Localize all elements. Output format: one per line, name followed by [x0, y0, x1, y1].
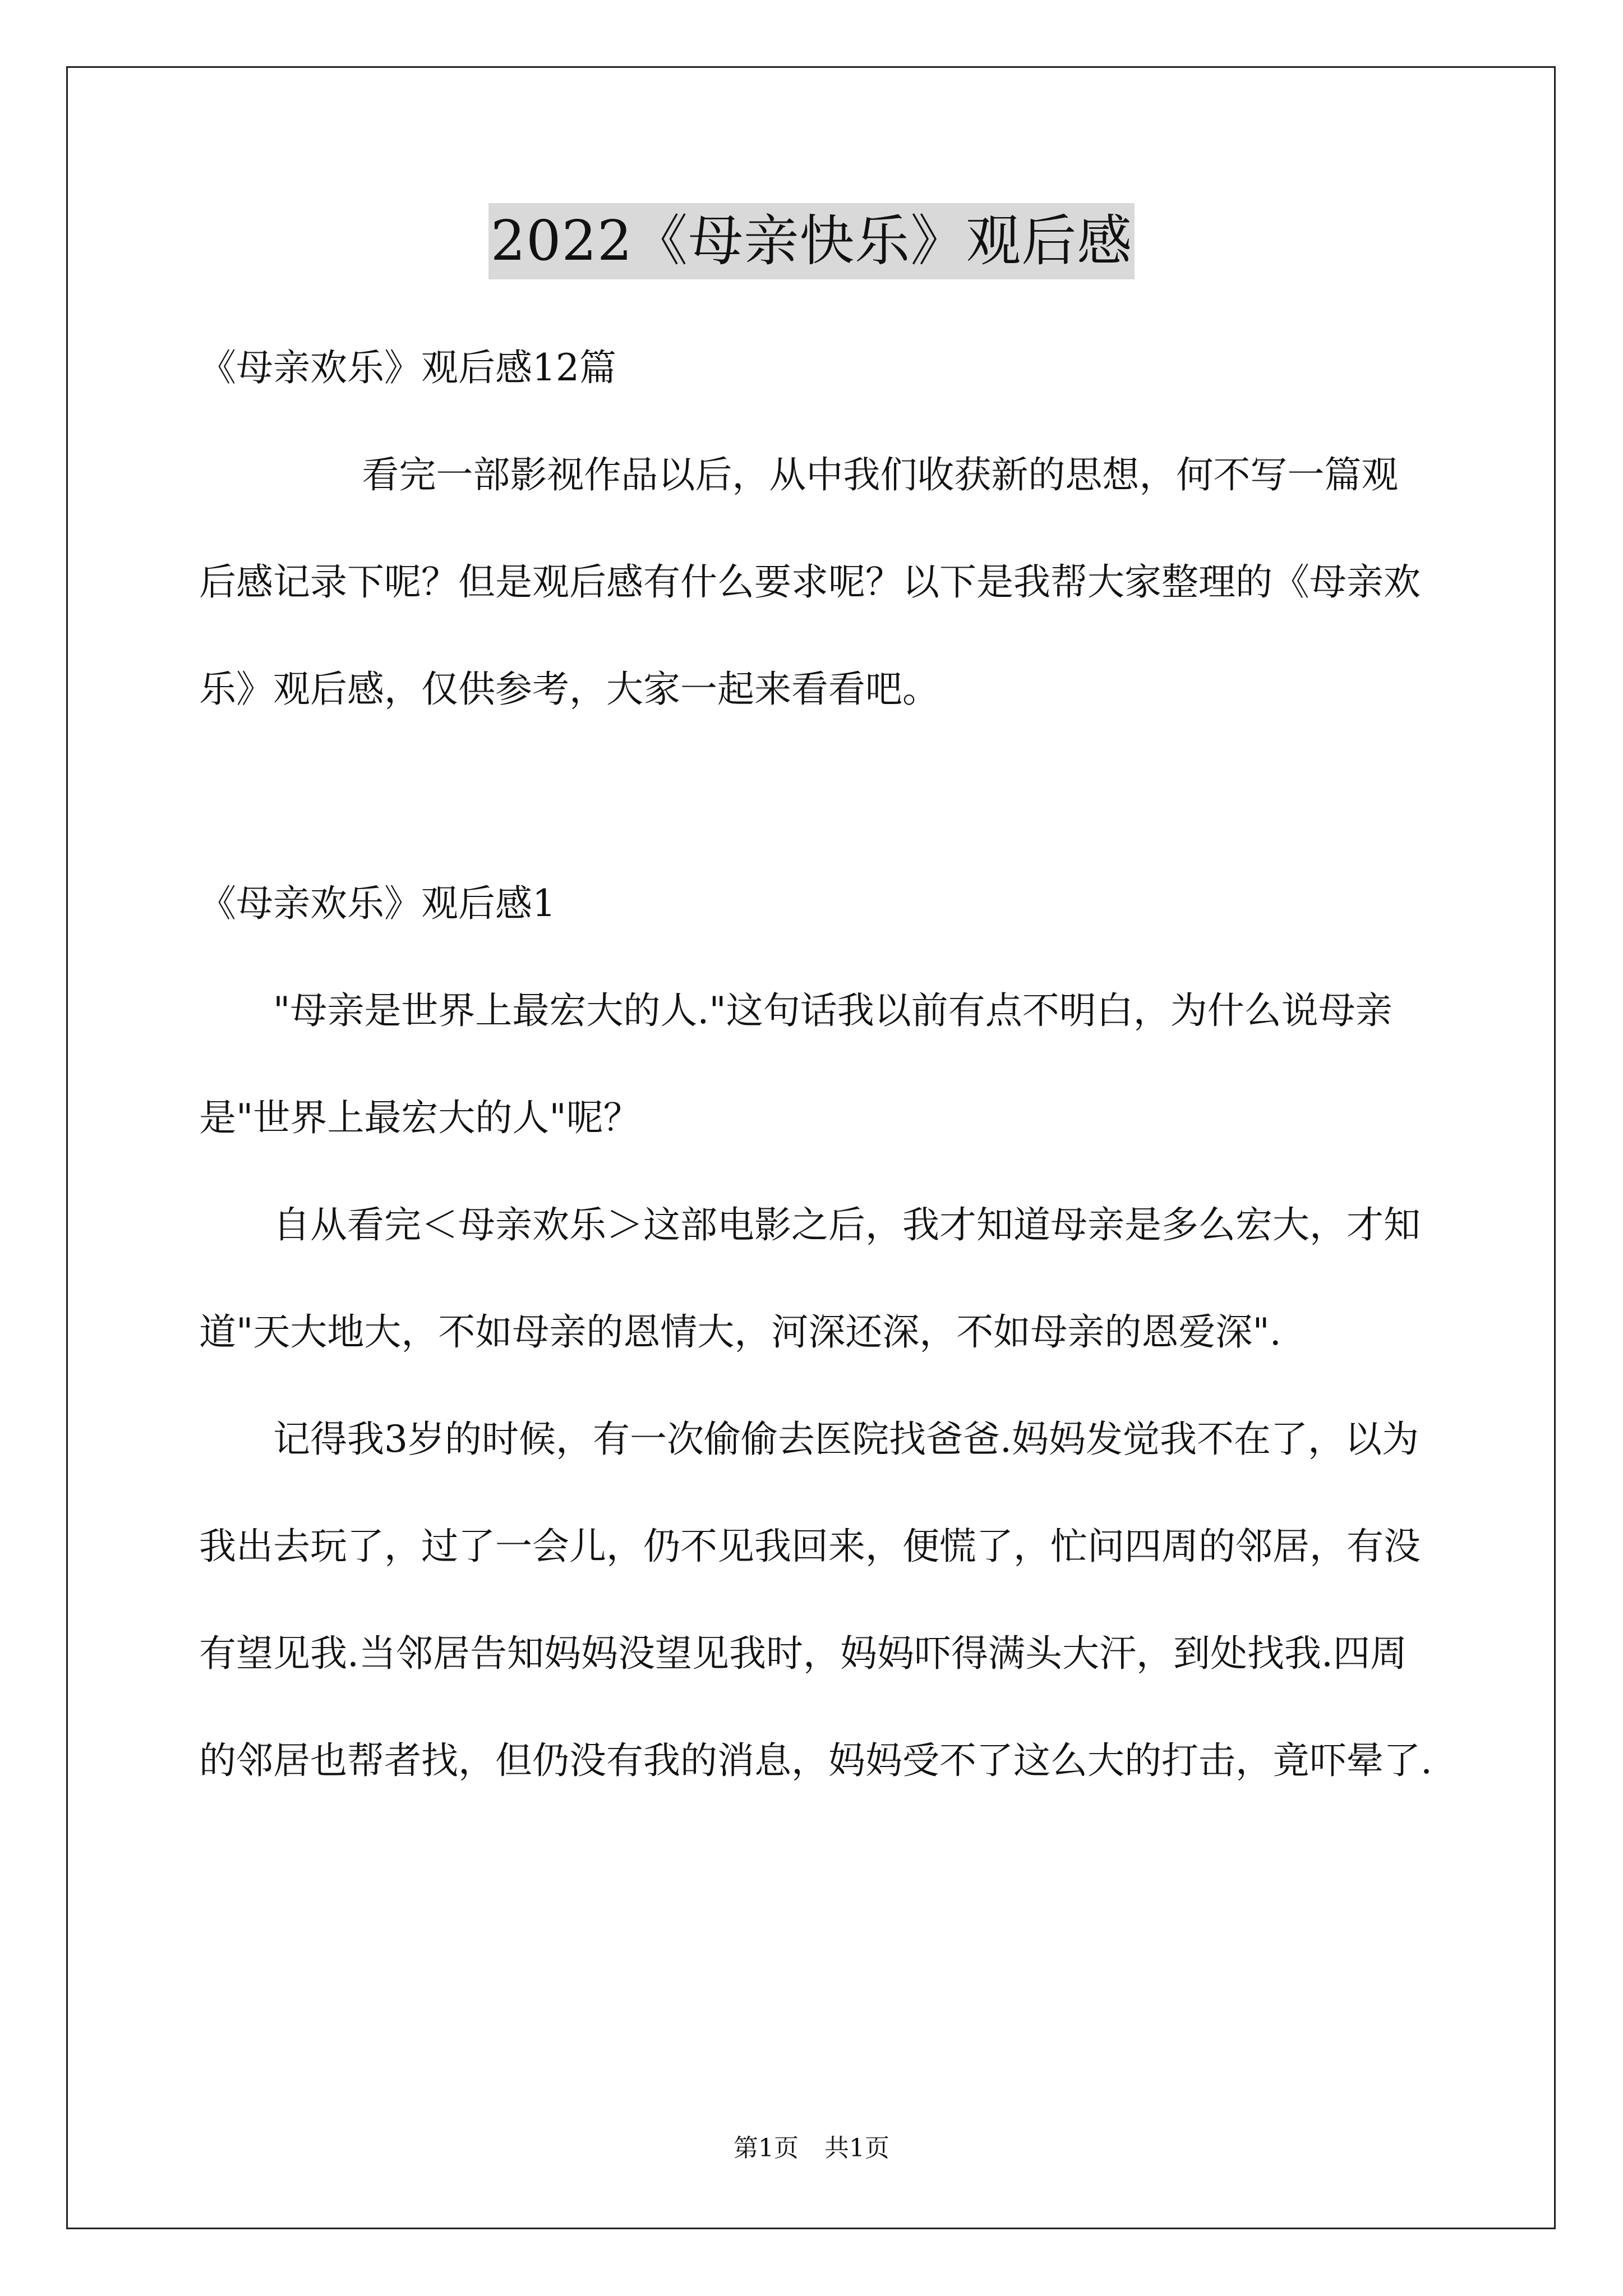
page-number: 第1页: [734, 2134, 799, 2162]
intro-paragraph: 看完一部影视作品以后，从中我们收获新的思想，何不写一篇观后感记录下呢？但是观后感有什么要求呢？以下是我帮大家整理的《母亲欢乐》观后感，仅供参考，大家一起来看看吧。: [199, 453, 1421, 711]
body-paragraph-1: "母亲是世界上最宏大的人."这句话我以前有点不明白，为什么说母亲是"世界上最宏大的人"呢？: [199, 989, 1393, 1139]
title-container: [0, 203, 1623, 279]
blank-line: [199, 743, 1433, 850]
body-paragraph-2: 自从看完＜母亲欢乐＞这部电影之后，我才知道母亲是多么宏大，才知道"天大地大，不如母亲的恩情大，河深还深，不如母亲的恩爱深".: [199, 1203, 1421, 1354]
page-footer: [0, 2132, 1623, 2165]
body-paragraph-3: 记得我3岁的时候，有一次偷偷去医院找爸爸.妈妈发觉我不在了，以为我出去玩了，过了一会儿，仍不见我回来，便慌了，忙问四周的邻居，有没有望见我.当邻居告知妈妈没望见我时，妈妈吓得满头大汗，到处找我.四周的邻居也帮者找，但仍没有我的消息，妈妈受不了这么大的打击，竟吓晕了.: [199, 1418, 1432, 1782]
section-heading: 《母亲欢乐》观后感1: [199, 882, 556, 925]
page-total: 共1页: [824, 2134, 889, 2162]
document-title: 2022《母亲快乐》观后感: [488, 203, 1135, 279]
document-body: [199, 314, 1433, 1814]
document-subtitle: 《母亲欢乐》观后感12篇: [199, 346, 616, 389]
